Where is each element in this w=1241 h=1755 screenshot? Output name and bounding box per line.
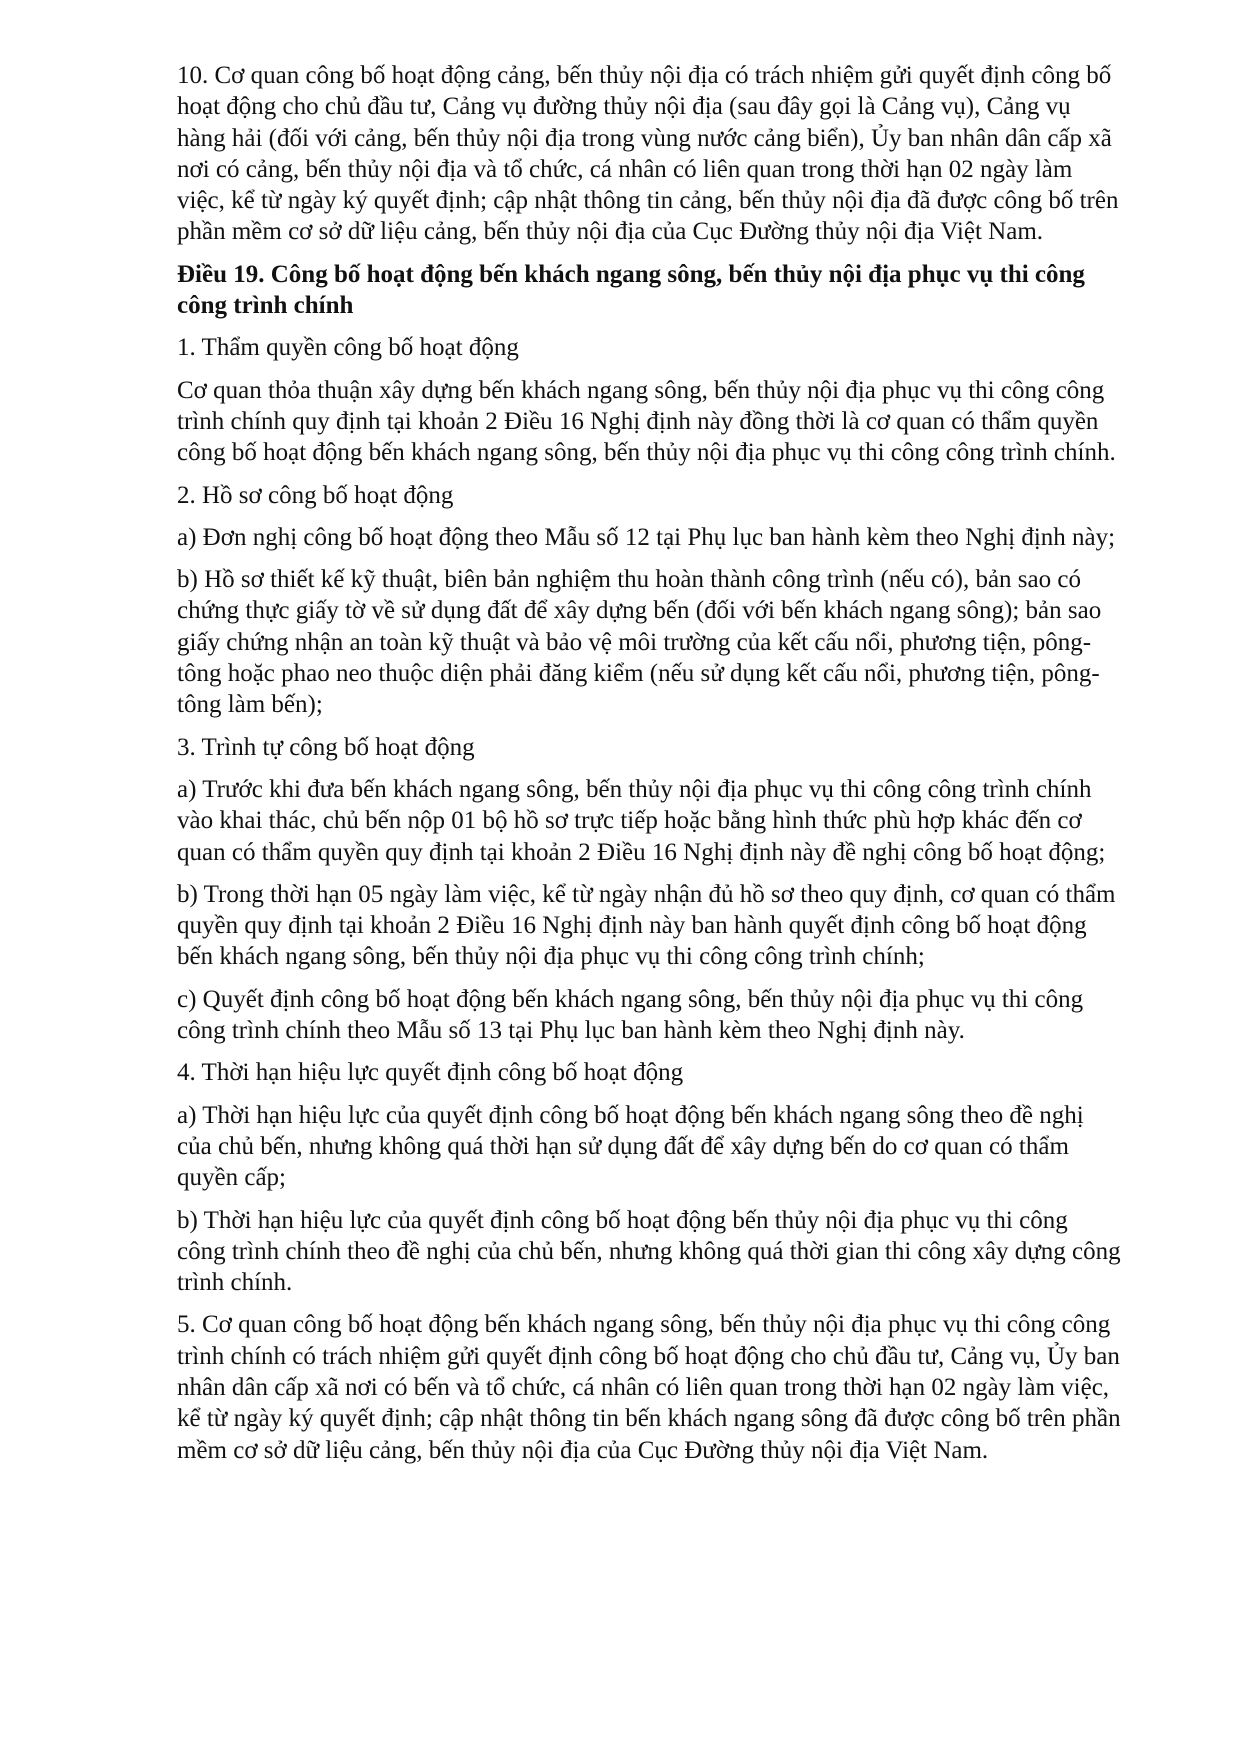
article-19-heading: Điều 19. Công bố hoạt động bến khách ngang sông, bến thủy nội địa phục vụ thi công công trình chính [177,260,1085,320]
section-3-point-c: c) Quyết định công bố hoạt động bến khách ngang sông, bến thủy nội địa phục vụ thi công công trình chính theo Mẫu số 13 tại Phụ lục ban hành kèm theo Nghị định này. [177,985,1084,1045]
paragraph-item-10: 10. Cơ quan công bố hoạt động cảng, bến thủy nội địa có trách nhiệm gửi quyết định công bố hoạt động cho chủ đầu tư, Cảng vụ đường thủy nội địa (sau đây gọi là Cảng vụ), Cảng vụ hàng hải (đối với cảng, bến thủy nội địa trong vùng nước cảng biển), Ủy ban nhân dân cấp xã nơi có cảng, bến thủy nội địa và tổ chức, cá nhân có liên quan trong thời hạn 02 ngày làm việc, kể từ ngày ký quyết định; cập nhật thông tin cảng, bến thủy nội địa đã được công bố trên phần mềm cơ sở dữ liệu cảng, bến thủy nội địa của Cục Đường thủy nội địa Việt Nam. [177,62,1119,246]
section-1-title: 1. Thẩm quyền công bố hoạt động [177,334,519,362]
document-body [177,60,1122,1477]
section-4-title: 4. Thời hạn hiệu lực quyết định công bố hoạt động [177,1059,684,1087]
section-4-point-b: b) Thời hạn hiệu lực của quyết định công bố hoạt động bến thủy nội địa phục vụ thi công công trình chính theo đề nghị của chủ bến, nhưng không quá thời gian thi công xây dựng công trình chính. [177,1206,1121,1297]
section-2-title: 2. Hồ sơ công bố hoạt động [177,481,454,509]
section-1-body: Cơ quan thỏa thuận xây dựng bến khách ngang sông, bến thủy nội địa phục vụ thi công công trình chính quy định tại khoản 2 Điều 16 Nghị định này đồng thời là cơ quan có thẩm quyền công bố hoạt động bến khách ngang sông, bến thủy nội địa phục vụ thi công công trình chính. [177,376,1116,467]
section-2-point-a: a) Đơn nghị công bố hoạt động theo Mẫu số 12 tại Phụ lục ban hành kèm theo Nghị định này; [177,523,1116,551]
section-3-title: 3. Trình tự công bố hoạt động [177,733,475,761]
section-4-point-a: a) Thời hạn hiệu lực của quyết định công bố hoạt động bến khách ngang sông theo đề nghị của chủ bến, nhưng không quá thời hạn sử dụng đất để xây dựng bến do cơ quan có thẩm quyền cấp; [177,1101,1084,1192]
section-5-body: 5. Cơ quan công bố hoạt động bến khách ngang sông, bến thủy nội địa phục vụ thi công công trình chính có trách nhiệm gửi quyết định công bố hoạt động cho chủ đầu tư, Cảng vụ, Ủy ban nhân dân cấp xã nơi có bến và tổ chức, cá nhân có liên quan trong thời hạn 02 ngày làm việc, kể từ ngày ký quyết định; cập nhật thông tin bến khách ngang sông đã được công bố trên phần mềm cơ sở dữ liệu cảng, bến thủy nội địa của Cục Đường thủy nội địa Việt Nam. [177,1311,1121,1464]
section-3-point-a: a) Trước khi đưa bến khách ngang sông, bến thủy nội địa phục vụ thi công công trình chính vào khai thác, chủ bến nộp 01 bộ hồ sơ trực tiếp hoặc bằng hình thức phù hợp khác đến cơ quan có thẩm quyền quy định tại khoản 2 Điều 16 Nghị định này đề nghị công bố hoạt động; [177,775,1106,866]
section-2-point-b: b) Hồ sơ thiết kế kỹ thuật, biên bản nghiệm thu hoàn thành công trình (nếu có), bản sao có chứng thực giấy tờ về sử dụng đất để xây dựng bến (đối với bến khách ngang sông); bản sao giấy chứng nhận an toàn kỹ thuật và bảo vệ môi trường của kết cấu nổi, phương tiện, pông-tông hoặc phao neo thuộc diện phải đăng kiểm (nếu sử dụng kết cấu nổi, phương tiện, pông-tông làm bến); [177,566,1102,719]
section-3-point-b: b) Trong thời hạn 05 ngày làm việc, kể từ ngày nhận đủ hồ sơ theo quy định, cơ quan có thẩm quyền quy định tại khoản 2 Điều 16 Nghị định này ban hành quyết định công bố hoạt động bến khách ngang sông, bến thủy nội địa phục vụ thi công công trình chính; [177,880,1116,971]
